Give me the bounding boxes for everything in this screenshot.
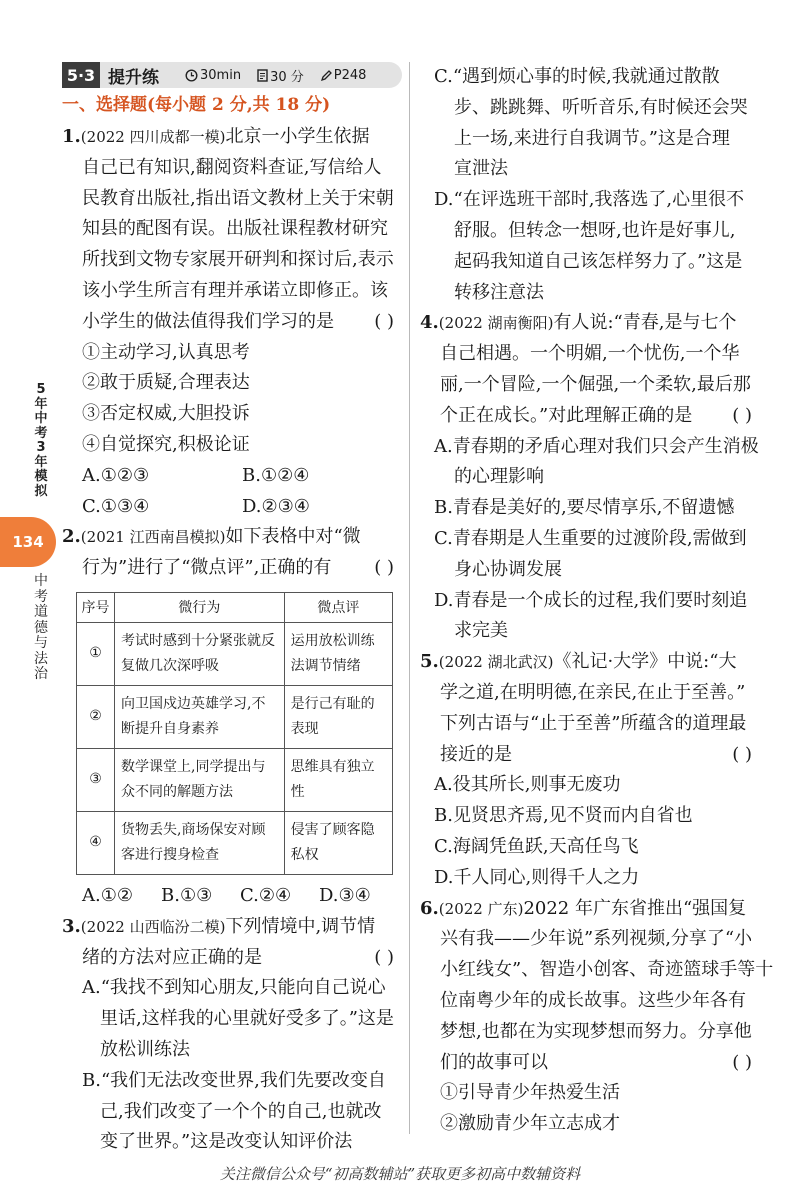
table-cell: 思维具有独立性 — [284, 748, 392, 811]
question-text-line: 所找到文物专家展开研判和探讨后,表示 — [82, 249, 394, 271]
table-header: 微行为 — [115, 592, 285, 622]
question-text-line: 自己相遇。一个明媚,一个忧伤,一个华 — [440, 343, 740, 365]
question-text-line: 有人说:“青春,是与七个 — [553, 312, 737, 334]
answer-blank: ( ) — [374, 557, 394, 579]
question-text-line: 如下表格中对“微 — [225, 526, 361, 548]
question-text-line: 绪的方法对应正确的是 — [82, 946, 262, 968]
option-c[interactable]: C.②④ — [240, 884, 292, 906]
table-cell: 数学课堂上,同学提出与众不同的解题方法 — [115, 748, 285, 811]
brand-logo: 5·3 — [62, 62, 100, 88]
header-bar — [62, 62, 402, 88]
question-text-line: 小学生的做法值得我们学习的是 — [82, 310, 334, 332]
section-heading: 一、选择题(每小题 2 分,共 18 分) — [62, 95, 331, 115]
question-number: 6. — [420, 897, 439, 919]
option-line: 舒服。但转念一想呀,也许是好事儿, — [454, 219, 736, 241]
table-row — [77, 622, 393, 685]
document-icon — [257, 69, 268, 82]
option-line: 的心理影响 — [454, 466, 544, 488]
question-text-line: 民教育出版社,指出语文教材上关于宋朝 — [82, 187, 394, 209]
statement-item: ④自觉探究,积极论证 — [82, 433, 250, 455]
table-cell: 运用放松训练法调节情绪 — [284, 622, 392, 685]
question-text-line: 学之道,在明明德,在亲民,在止于至善。” — [440, 681, 746, 703]
table-cell: 货物丢失,商场保安对顾客进行搜身检查 — [115, 811, 285, 874]
option-b[interactable]: B.①③ — [161, 884, 213, 906]
option-c[interactable]: C.海阔凭鱼跃,天高任鸟飞 — [434, 835, 639, 857]
option-line: 转移注意法 — [454, 281, 544, 303]
time-meta — [185, 68, 241, 83]
question-number: 5. — [420, 651, 439, 673]
side-subject-label: 中考道德与法治 — [34, 573, 48, 682]
option-c[interactable]: C.①③④ — [82, 495, 150, 517]
option-line: C.“遇到烦心事的时候,我就通过散散 — [434, 66, 720, 87]
option-line: 上一场,来进行自我调节。”这是合理 — [454, 127, 730, 149]
micro-behavior-table — [76, 592, 393, 875]
clock-icon — [185, 69, 198, 82]
table-header-row — [77, 592, 393, 622]
left-column — [62, 62, 402, 1158]
question-text-line: 接近的是 — [440, 743, 512, 765]
option-line: 求完美 — [454, 620, 508, 642]
answer-blank: ( ) — [732, 404, 752, 426]
option-line: 放松训练法 — [100, 1038, 190, 1060]
table-cell: 是行己有耻的表现 — [284, 685, 392, 748]
option-b[interactable]: B.①②④ — [242, 464, 310, 486]
question-number: 4. — [420, 312, 439, 334]
table-cell: ③ — [77, 748, 115, 811]
question-text-line: 该小学生所言有理并承诺立即修正。该 — [82, 279, 388, 301]
question-source: (2022 四川成都一模) — [80, 128, 226, 146]
option-d[interactable]: D.千人同心,则得千人之力 — [434, 866, 640, 888]
table-header: 序号 — [77, 592, 115, 622]
answer-blank: ( ) — [732, 1051, 752, 1073]
time-limit: 30min — [200, 67, 242, 83]
table-cell: 侵害了顾客隐私权 — [284, 811, 392, 874]
answer-blank: ( ) — [374, 310, 394, 332]
option-c[interactable] — [420, 524, 760, 586]
question-1 — [62, 122, 402, 522]
pencil-icon — [320, 69, 332, 82]
question-text-line: 北京一小学生依据 — [225, 126, 370, 147]
table-cell: ② — [77, 685, 115, 748]
question-source: (2022 广东) — [438, 899, 524, 918]
footer-note: 关注微信公众号“初高数辅站”获取更多初高中数辅资料 — [219, 1165, 581, 1183]
question-text-line: 下列古语与“止于至善”所蕴含的道理最 — [440, 712, 747, 734]
option-line: C.青春期是人生重要的过渡阶段,需做到 — [434, 527, 747, 549]
question-text-line: 行为”进行了“微点评”,正确的有 — [82, 557, 332, 579]
total-score: 30 分 — [270, 69, 304, 85]
option-line: 宣泄法 — [454, 158, 508, 180]
statement-item: ③否定权威,大胆投诉 — [82, 403, 250, 425]
question-source: (2022 湖北武汉) — [438, 653, 554, 672]
option-d[interactable] — [420, 586, 760, 648]
question-text-line: 梦想,也都在为实现梦想而努力。分享他 — [440, 1020, 752, 1042]
option-d[interactable]: D.②③④ — [242, 495, 310, 517]
question-number: 1. — [62, 126, 81, 147]
question-text-line: 知县的配图有误。出版社课程教材研究 — [82, 218, 388, 240]
option-line: 身心协调发展 — [454, 558, 562, 580]
table-row — [77, 685, 393, 748]
question-text-line: 小红线女”、智造小创客、奇迹篮球手等十 — [440, 959, 774, 981]
question-text-line: 位南粤少年的成长故事。这些少年各有 — [440, 989, 746, 1011]
question-text-line: 2022 年广东省推出“强国复 — [523, 897, 747, 919]
option-a[interactable] — [420, 432, 760, 494]
statement-item: ①主动学习,认真思考 — [82, 341, 250, 363]
question-text-line: 下列情境中,调节情 — [225, 915, 376, 937]
option-b[interactable] — [420, 493, 760, 524]
question-text-line: 兴有我——少年说”系列视频,分享了“小 — [440, 928, 753, 950]
option-line: A.“我找不到知心朋友,只能向自己说心 — [82, 977, 386, 999]
question-3 — [62, 912, 402, 1158]
question-source: (2021 江西南昌模拟) — [80, 528, 226, 547]
question-text-line: 个正在成长。”对此理解正确的是 — [440, 404, 693, 426]
question-text-line: 自己已有知识,翻阅资料查证,写信给人 — [82, 156, 382, 178]
option-b[interactable]: B.见贤思齐焉,见不贤而内自省也 — [434, 805, 693, 827]
answer-blank: ( ) — [374, 946, 394, 968]
option-line: 里话,这样我的心里就好受多了。”这是 — [100, 1008, 394, 1030]
option-line: D.“在评选班干部时,我落选了,心里很不 — [434, 189, 745, 211]
statement-item: ②激励青少年立志成才 — [440, 1113, 620, 1135]
table-row — [77, 811, 393, 874]
option-a[interactable]: A.役其所长,则事无废功 — [434, 774, 621, 796]
option-line: A.青春期的矛盾心理对我们只会产生消极 — [434, 435, 759, 457]
statement-item: ②敢于质疑,合理表达 — [82, 372, 250, 394]
option-b[interactable] — [62, 1066, 402, 1158]
question-source: (2022 山西临汾二模) — [80, 917, 226, 936]
answer-page-ref: P248 — [333, 67, 367, 83]
statement-item: ①引导青少年热爱生活 — [440, 1082, 620, 1104]
table-cell: ① — [77, 622, 115, 685]
table-cell: 考试时感到十分紧张就反复做几次深呼吸 — [115, 622, 285, 685]
question-5 — [420, 647, 760, 893]
side-series-label: 5年中考3年模拟 — [34, 382, 48, 499]
table-cell: 向卫国戍边英雄学习,不断提升自身素养 — [115, 685, 285, 748]
question-6 — [420, 894, 774, 1140]
question-source: (2022 湖南衡阳) — [438, 314, 554, 333]
option-line: 起码我知道自己该怎样努力了。”这是 — [454, 250, 743, 272]
option-d[interactable]: D.③④ — [319, 884, 371, 906]
option-d[interactable] — [420, 185, 760, 308]
page-number: 134 — [12, 533, 44, 551]
question-number: 2. — [62, 526, 81, 548]
option-c[interactable] — [420, 62, 760, 185]
question-text-line: 丽,一个冒险,一个倔强,一个柔软,最后那 — [440, 373, 751, 395]
question-2 — [62, 522, 402, 911]
option-line: 变了世界。”这是改变认知评价法 — [100, 1131, 353, 1153]
column-divider — [409, 62, 410, 1134]
table-cell: ④ — [77, 811, 115, 874]
question-4 — [420, 308, 760, 647]
exercise-title: 提升练 — [108, 67, 159, 88]
option-line: B.青春是美好的,要尽情享乐,不留遗憾 — [434, 497, 735, 519]
table-row — [77, 748, 393, 811]
question-number: 3. — [62, 915, 81, 937]
question-text-line: 们的故事可以 — [440, 1051, 548, 1073]
option-a[interactable]: A.①② — [82, 884, 133, 906]
answer-blank: ( ) — [732, 743, 752, 765]
option-line: D.青春是一个成长的过程,我们要时刻追 — [434, 589, 748, 611]
page-number-tab — [0, 517, 56, 567]
question-text-line: 《礼记·大学》中说:“大 — [553, 651, 737, 673]
table-header: 微点评 — [284, 592, 392, 622]
option-a[interactable]: A.①②③ — [82, 464, 150, 486]
score-meta — [257, 66, 304, 85]
right-column — [420, 62, 774, 1140]
option-line: B.“我们无法改变世界,我们先要改变自 — [82, 1069, 386, 1091]
page-ref-meta — [320, 68, 367, 83]
option-line: 步、跳跳舞、听听音乐,有时候还会哭 — [454, 96, 748, 118]
option-line: 己,我们改变了一个个的自己,也就改 — [100, 1100, 382, 1122]
option-a[interactable] — [62, 973, 402, 1065]
